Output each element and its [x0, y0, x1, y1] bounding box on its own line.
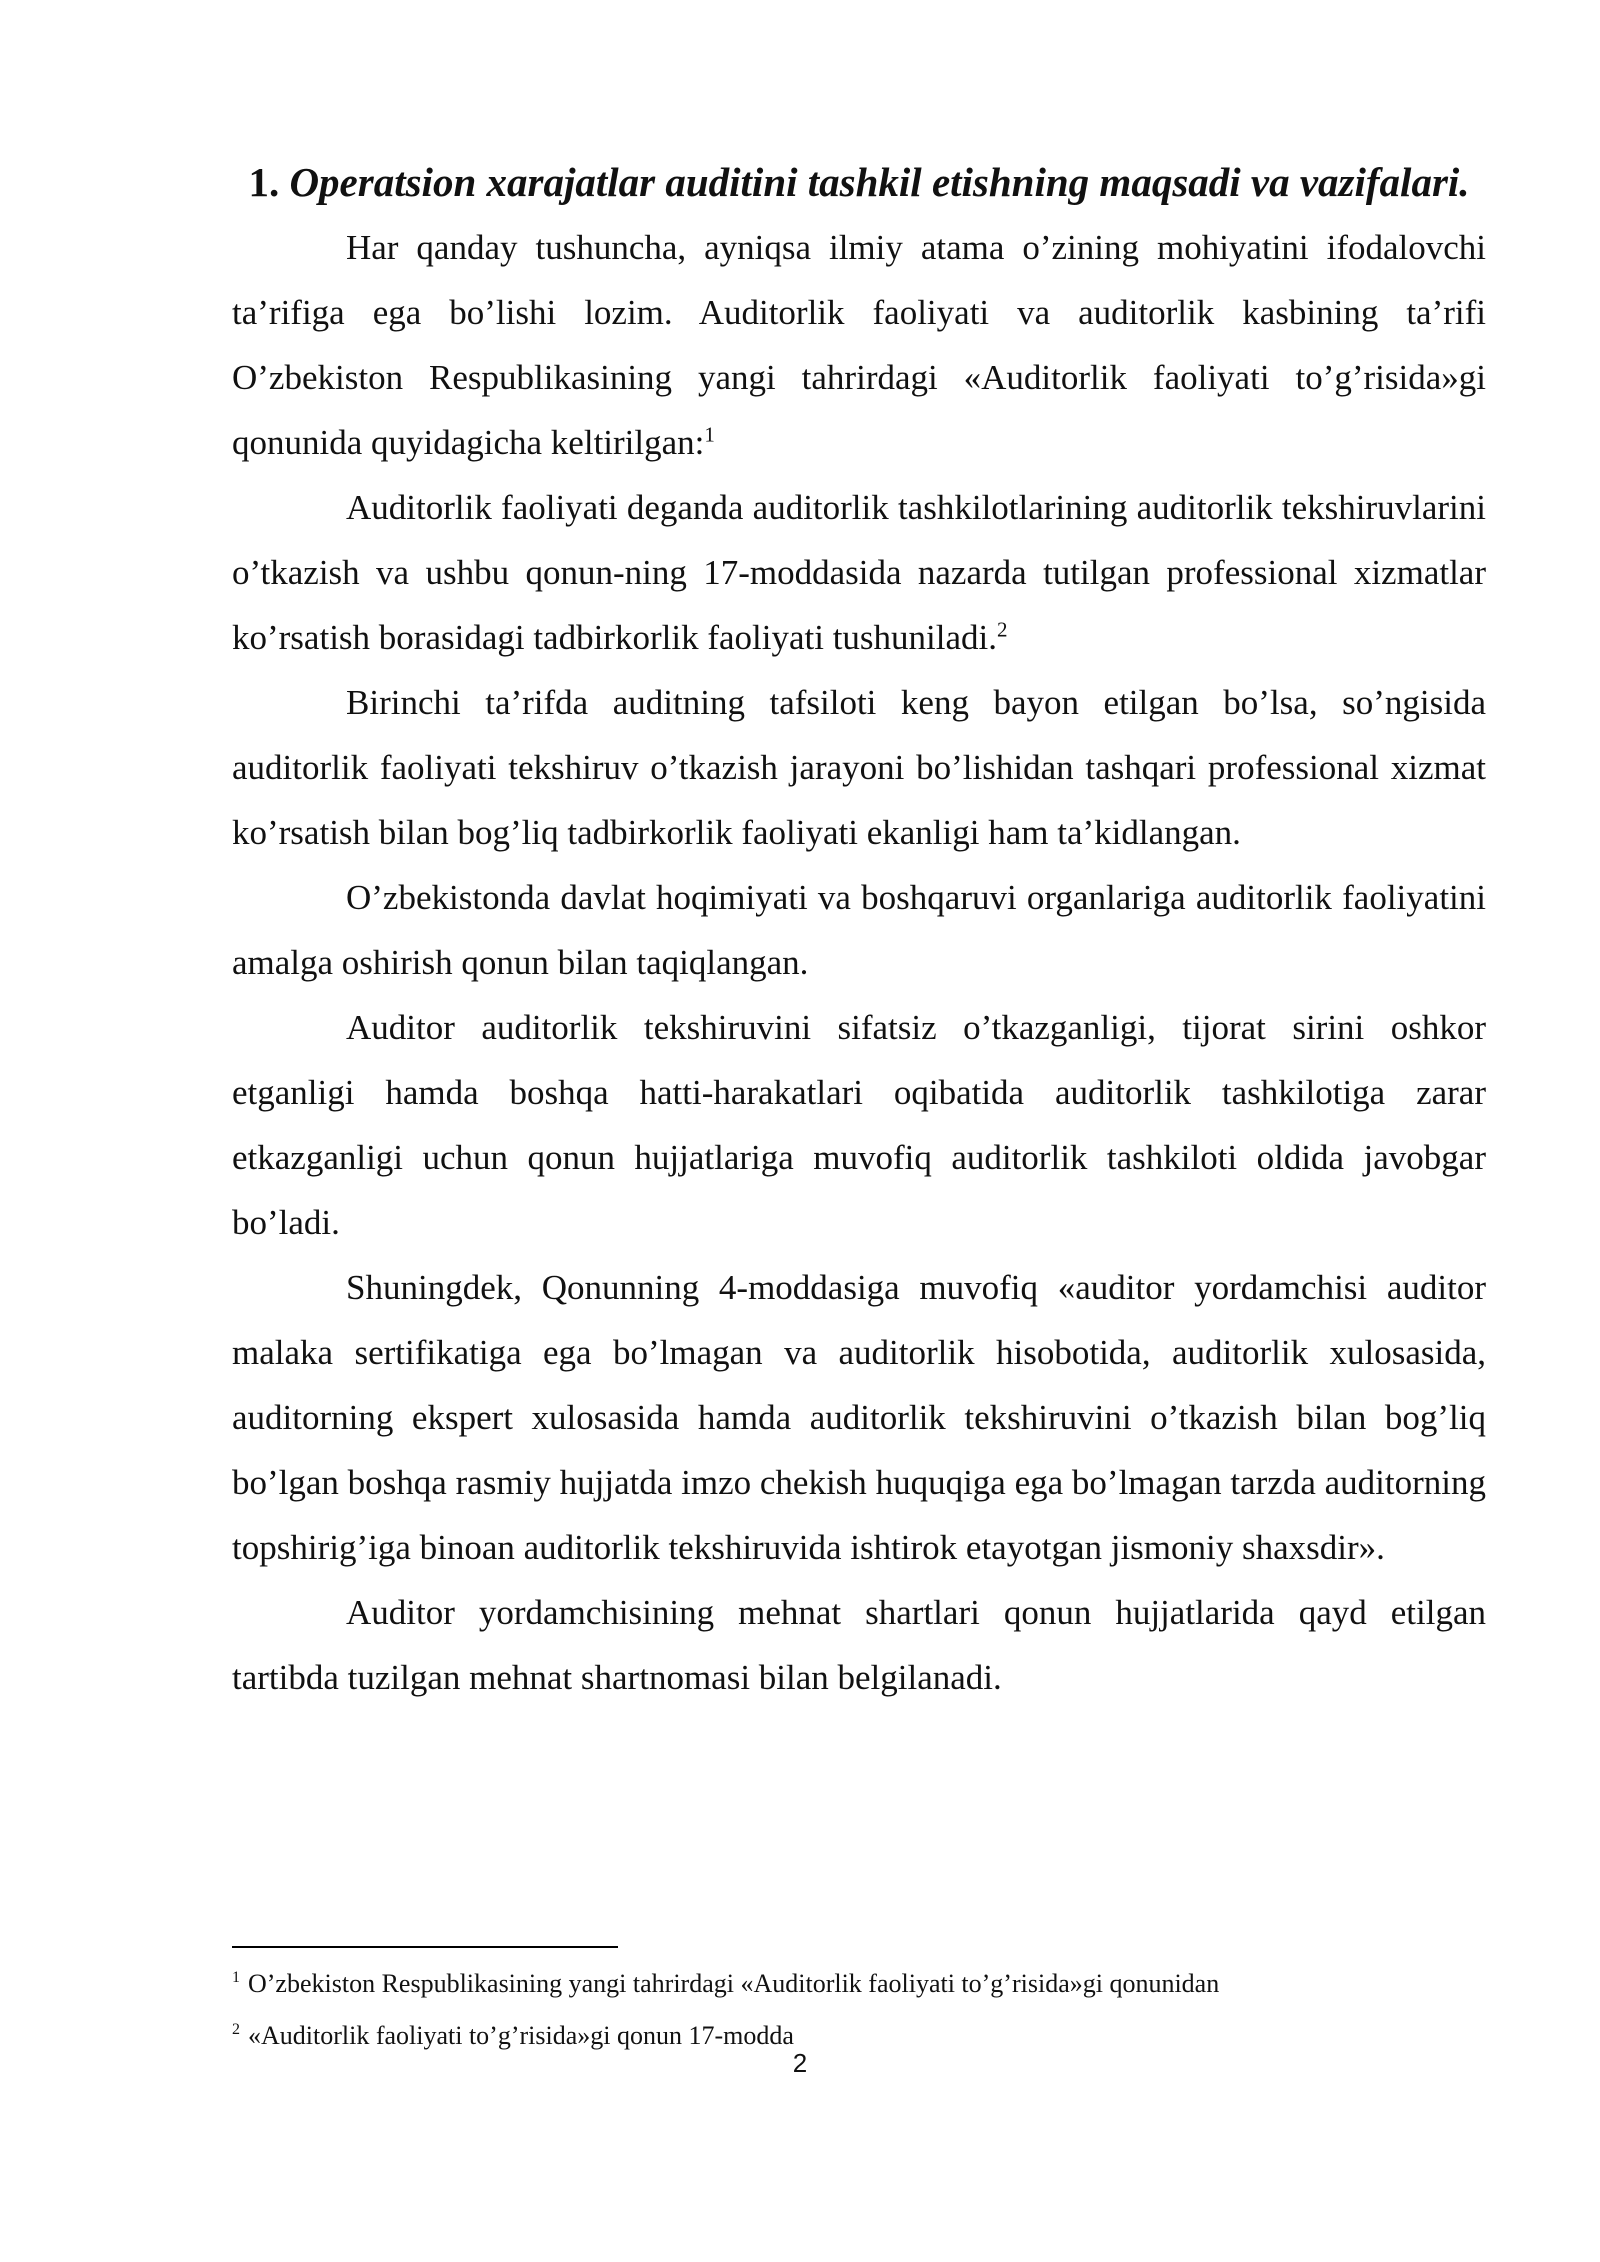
footnote-mark: 2 [232, 2021, 240, 2039]
paragraph-text: O’zbekistonda davlat hoqimiyati va boshqaruvi organlariga auditorlik faoliyatini amalga oshirish qonun bilan taqiqlangan. [232, 878, 1486, 982]
paragraph [232, 865, 1486, 995]
paragraph [232, 670, 1486, 865]
footnote [232, 1958, 1486, 2010]
paragraph-text: Har qanday tushuncha, ayniqsa ilmiy atama o’zining mohiyatini ifodalovchi ta’rifiga ega bo’lishi lozim. Auditorlik faoliyati va auditorlik kasbining ta’rifi O’zbekiston Respublikasining yangi tahrirdagi «Auditorlik faoliyati to’g’risida»gi qonunida quyidagicha keltirilgan: [232, 228, 1486, 462]
footnote-separator [232, 1946, 618, 1948]
paragraph-text: Auditor auditorlik tekshiruvini sifatsiz o’tkazganligi, tijorat sirini oshkor etganligi hamda boshqa hatti-harakatlari oqibatida auditorlik tashkilotiga zarar etkazganligi uchun qonun hujjatlariga muvofiq auditorlik tashkiloti oldida javobgar bo’ladi. [232, 1008, 1486, 1242]
paragraph [232, 215, 1486, 475]
paragraph [232, 995, 1486, 1255]
footnote-reference: 2 [997, 617, 1008, 642]
page-number: 2 [792, 2048, 808, 2078]
paragraph [232, 475, 1486, 670]
paragraph [232, 1255, 1486, 1580]
footnote-text: «Auditorlik faoliyati to’g’risida»gi qonun 17-modda [248, 2021, 794, 2050]
paragraph-text: Auditor yordamchisining mehnat shartlari qonun hujjatlarida qayd etilgan tartibda tuzilgan mehnat shartnomasi bilan belgilanadi. [232, 1593, 1486, 1697]
section-title: Operatsion xarajatlar auditini tashkil etishning maqsadi va vazifalari. [289, 159, 1470, 205]
footnote-text: O’zbekiston Respublikasining yangi tahrirdagi «Auditorlik faoliyati to’g’risida»gi qonunidan [248, 1969, 1220, 1998]
paragraph [232, 1580, 1486, 1710]
footnote-reference: 1 [704, 422, 715, 447]
footnote-mark: 1 [232, 1969, 240, 1987]
paragraph-text: Auditorlik faoliyati deganda auditorlik tashkilotlarining auditorlik tekshiruvlarini o’tkazish va ushbu qonun-ning 17-moddasida nazarda tutilgan professional xizmatlar ko’rsatish borasidagi tadbirkorlik faoliyati tushuniladi. [232, 488, 1486, 657]
section-heading [232, 150, 1486, 215]
paragraph-text: Shuningdek, Qonunning 4-moddasiga muvofiq «auditor yordamchisi auditor malaka sertifikatiga ega bo’lmagan va auditorlik hisobotida, auditorlik xulosasida, auditorning ekspert xulosasida hamda auditorlik tekshiruvini o’tkazish bilan bog’liq bo’lgan boshqa rasmiy hujjatda imzo chekish huquqiga ega bo’lmagan tarzda auditorning topshirig’iga binoan auditorlik tekshiruvida ishtirok etayotgan jismoniy shaxsdir». [232, 1268, 1486, 1567]
main-content [232, 150, 1486, 1710]
section-number: 1. [248, 159, 280, 205]
paragraph-text: Birinchi ta’rifda auditning tafsiloti keng bayon etilgan bo’lsa, so’ngisida auditorlik faoliyati tekshiruv o’tkazish jarayoni bo’lishidan tashqari professional xizmat ko’rsatish bilan bog’liq tadbirkorlik faoliyati ekanligi ham ta’kidlangan. [232, 683, 1486, 852]
